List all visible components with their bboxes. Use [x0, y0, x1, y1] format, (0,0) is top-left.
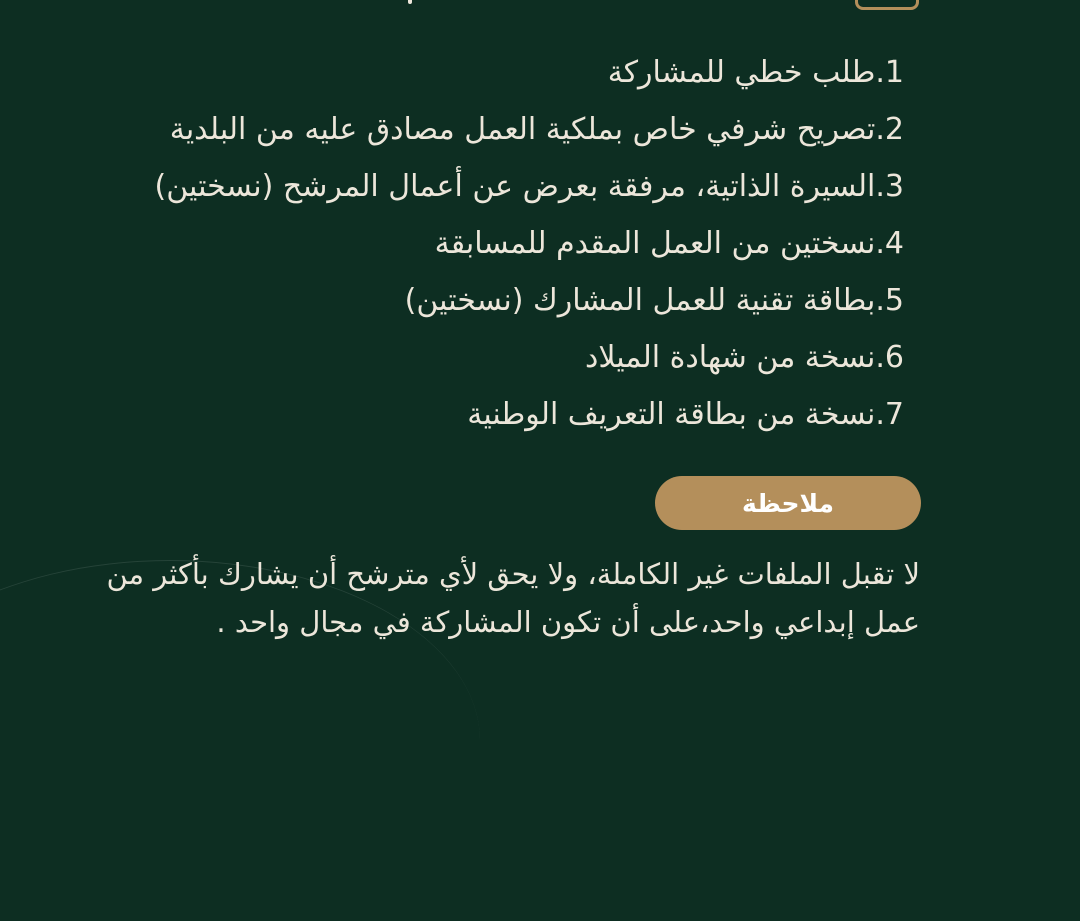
requirement-item-4: 4.نسختين من العمل المقدم للمسابقة: [434, 226, 904, 261]
note-badge: [655, 476, 921, 530]
requirement-item-6: 6.نسخة من شهادة الميلاد: [584, 340, 904, 375]
requirements-list: [155, 48, 905, 447]
requirement-item-7: 7.نسخة من بطاقة التعريف الوطنية: [467, 397, 904, 432]
requirement-item-1: 1.طلب خطي للمشاركة: [607, 55, 904, 90]
requirement-item-5: 5.بطاقة تقنية للعمل المشارك (نسختين): [404, 283, 904, 318]
requirement-item-3: 3.السيرة الذاتية، مرفقة بعرض عن أعمال المرشح (نسختين): [154, 169, 904, 204]
header-tag-decoration: [855, 0, 919, 10]
header-text-fragment: [408, 0, 412, 4]
note-label: ملاحظة: [742, 488, 834, 518]
requirement-item-2: 2.تصريح شرفي خاص بملكية العمل مصادق عليه من البلدية: [169, 112, 904, 147]
note-text: لا تقبل الملفات غير الكاملة، ولا يحق لأي مترشح أن يشارك بأكثر من عمل إبداعي واحد،على أن تكون المشاركة في مجال واحد .: [106, 557, 920, 639]
